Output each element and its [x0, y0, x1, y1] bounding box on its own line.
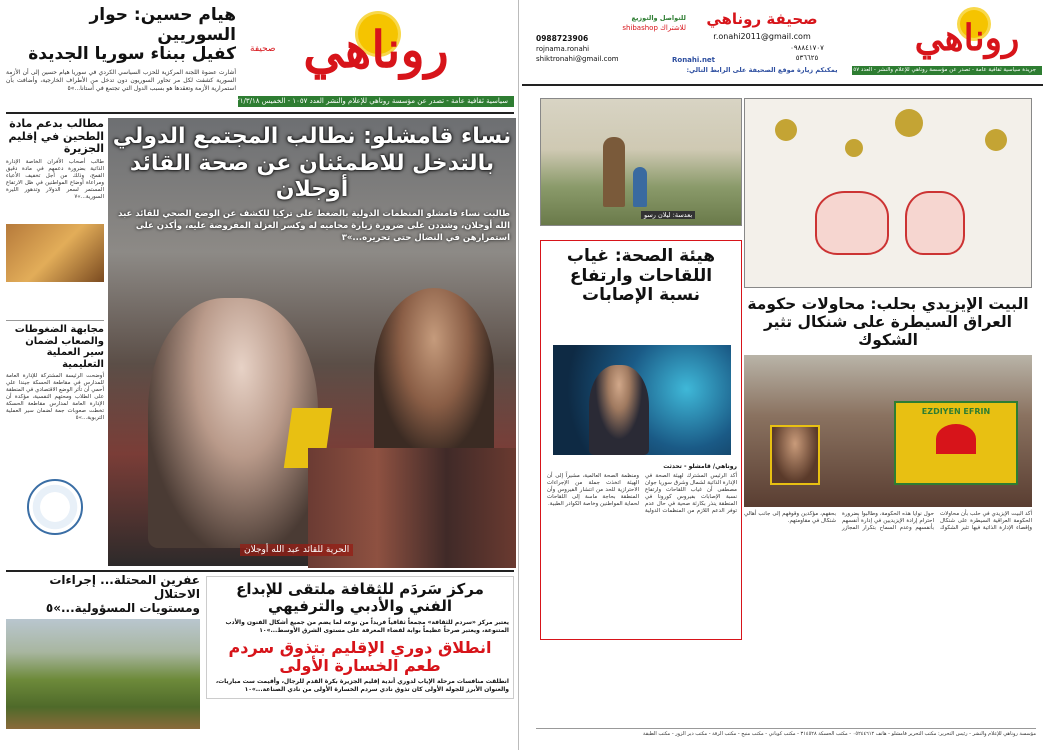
- front-greenbar: سياسية ثقافية عامة - تصدر عن مؤسسة روناهي للإعلام والنشر العدد ١٠٥٧ - الخميس ٢٠٢١/٣/١٨م ٥٠ ل.س: [238, 96, 514, 107]
- side1-body: طالب أصحاب الأفران الخاصة الإدارة الذاتية بضرورة دعمهم في مادة دقيق القمح، وذلك من أجل تخفيف الأعباء ومراعاة أوضاع المواطنين في ظل الارتفاع المستمر لسعر الدولار وتدهور الليرة السورية...»٧: [6, 158, 104, 200]
- portrait-figure: [374, 288, 494, 458]
- cartoon-figure-2: [633, 167, 647, 207]
- masthead: [238, 6, 514, 94]
- back-contact-left: [536, 14, 686, 63]
- cartoon-figure-1: [603, 137, 625, 207]
- cartoon-lungs-icon: [815, 191, 889, 255]
- front-logo-small: صحيفة: [250, 44, 276, 54]
- divider: [6, 112, 514, 114]
- back-header: [522, 0, 1043, 86]
- back-center-title: صحيفة روناهي: [706, 10, 818, 28]
- email2: rojnama.ronahi: [536, 45, 590, 53]
- health-body: أكد الرئيس المشترك لهيئة الصحة في الإدارة الذاتية لشمال وشرق سوريا جوان مصطفى أن غياب اللقاحات وارتفاع نسبة الإصابات بفيروس كورونا في المنطقة ينذر بكارثة صحية في حال عدم توفر الدعم اللازم من المنظمات الدولية ومنظمة الصحة العالمية، مشيراً إلى أن الهيئة اتخذت جملة من الإجراءات الاحترازية للحد من انتشار الفيروس وأن المنطقة بحاجة ماسة إلى اللقاحات لحماية المواطنين وخاصة الكوادر الطبية.: [547, 473, 737, 514]
- visit-text: يمكنكم زيارة موقع الصحيفة على الرابط التالي:: [686, 66, 838, 74]
- email[interactable]: r.onahi2011@gmail.com: [713, 32, 811, 41]
- health-lead: روناهي/ قامشلو - تحدثت: [663, 463, 737, 470]
- side2-title: مجابهة الضغوطات والصعاب لضمان سير العملية التعليمية: [14, 324, 104, 370]
- cartoon-virus-icon: [985, 129, 1007, 151]
- cartoon-virus-icon: [775, 119, 797, 141]
- poster-figure: [770, 425, 820, 485]
- divider: [6, 320, 104, 321]
- yazidi-title-1: البيت الإيزيدي بحلب: محاولات حكومة: [747, 295, 1029, 313]
- banner-text: EZDIYEN EFRIN: [921, 407, 991, 417]
- website-link[interactable]: Ronahi.net: [672, 56, 716, 64]
- main-caption: الحرية للقائد عبد الله أوجلان: [240, 544, 353, 556]
- cartoon-lungs-icon-2: [905, 191, 965, 255]
- sardam-body: يعتبر مركز «سردم للثقافة» مجمعاً ثقافياً فريداً من نوعه لما يضم من جميع أشكال الفنون والأدب المتنوعة، ويعتبر صرحاً عظيماً بوابة لفضاء المعرفة على مستوى الشرق الأوسط...»١٠: [225, 618, 509, 634]
- cartoon-2: [744, 98, 1032, 288]
- league-title-2: طعم الخسارة الأولى: [279, 655, 441, 675]
- cartoon1-credit: بعدسة: ليلان رسو: [641, 211, 695, 219]
- side2-body: أوضحت الرئيسة المشتركة للإدارة العامة للمدارس في مقاطعة الحسكة جيندا علي أحمي أن تأثر الوضع الاقتصادي في المنطقة على الطلاب ومحتهم النفسية، مؤكدة أن الإدارة العامة لمدارس مقاطعة الحسكة تخطت صعوبات جمة لضمان سير العملية التربوية...»٥: [6, 373, 104, 421]
- side1-photo: [6, 224, 104, 282]
- league-title-1: انطلاق دوري الإقليم بتذوق سردم: [228, 637, 492, 657]
- yazidi-body: أكد البيت الإيزيدي في حلب بأن محاولات الحكومة العراقية السيطرة على شنكال وإقصاء الإدارة الذاتية فيها تثير الشكوك حول نوايا هذه الحكومة، وطالبوا بضرورة احترام إرادة الإيزيديين في إدارة أنفسهم بأنفسهم وعدم السماح بتكرار المجازر بحقهم، مؤكدين وقوفهم إلى جانب أهالي شنكال في مقاومتهم.: [744, 511, 1032, 532]
- top-story-title-1: هيام حسين: حوار السوريين: [89, 5, 236, 45]
- sardam-title-1: مركز سَردَم للثقافة ملتقى للإبداع: [236, 580, 484, 598]
- league-body: انطلقت منافسات مرحلة الإياب لدوري أندية إقليم الجزيرة بكرة القدم للرجال، وأقيمت ست مباريات، والعنوان الأبرز للجولة الأولى كان تذوق نادي سردم الخسارة الأولى من نادي الصناعة...»١٠: [215, 678, 509, 694]
- health-photo: [553, 345, 731, 455]
- back-logo: روناهي: [914, 17, 1020, 59]
- top-story-title-2: كفيل ببناء سوريا الجديدة: [28, 44, 236, 65]
- afrin-title-1: عفرين المحتلة... إجراءات الاحتلال: [49, 573, 200, 601]
- back-greenbar: جريدة سياسية ثقافية عامة - تصدر عن مؤسسة روناهي للإعلام والنشر - العدد ١٠٥٧: [852, 66, 1042, 75]
- back-footer: مؤسسة روناهي للإعلام والنشر - رئيس التحرير: مكتب التحرير قامشلو - هاتف ٠٥٢٤٤٦١٢ - مكتب الحسكة ٣١٤٥٢٨ - مكتب كوباني - مكتب منبج - مكتب الرقة - مكتب دير الزور - مكتب الطبقة: [643, 731, 1036, 737]
- phone1: ٠٩٨٨٤١٧٠٧: [790, 44, 824, 52]
- official-figure: [589, 365, 649, 455]
- phone2: ٥٣٦٦٢٥: [795, 54, 819, 62]
- right-contact: للتواصل والتوزيع: [631, 14, 686, 22]
- health-title-1: هيئة الصحة: غياب: [566, 246, 716, 266]
- side1-title: مطالب بدعم مادة الطحين في إقليم الجزيرة: [8, 117, 104, 156]
- school-logo-icon: [27, 479, 83, 535]
- olive-grove-photo: [6, 619, 200, 729]
- divider: [536, 728, 1036, 729]
- cartoon-1: [540, 98, 742, 226]
- yazidi-photo: [744, 355, 1032, 507]
- phone3: 0988723906: [536, 34, 589, 43]
- top-story-body: أشارت عضوة اللجنة المركزية للحزب السياسي الكردي في سوريا هيام حسين إلى أن الأزمة السورية كشفت لكل مر تحاور السوريون دون تدخل من الأطراف الخارجية، وأضافت بأن استمرارية الأزمة وتعقدها هو بسبب الدول التي تجتمع في أستانا...»٥: [6, 68, 236, 92]
- email3: shiktronahi@gmail.com: [536, 55, 619, 63]
- cartoon-virus-icon: [895, 109, 923, 137]
- back-page: [522, 0, 1043, 750]
- side-story-2[interactable]: [6, 324, 104, 535]
- front-logo: روناهي: [303, 20, 449, 79]
- front-page: [0, 0, 519, 750]
- shibashop: للاشتراك shibashop: [622, 24, 686, 32]
- sardam-story[interactable]: [206, 576, 514, 699]
- main-sub: طالبت نساء قامشلو المنظمات الدولية بالضغط على تركيا للكشف عن الوضع الصحي للقائد عبد الله أوجلان، وشددن على ضرورة زيارة محاميه له وكسر العزلة المفروضة عليه، وأكدن على استمرارهن في النضال حتى تحريره...»٣: [118, 208, 510, 243]
- top-story[interactable]: [6, 6, 236, 98]
- divider: [6, 570, 514, 572]
- banner-emblem-icon: [936, 424, 976, 454]
- main-headline-2: بالتدخل للاطمئنان عن صحة القائد أوجلان: [129, 151, 495, 202]
- health-story[interactable]: [540, 240, 742, 640]
- side-story-1[interactable]: [6, 118, 104, 282]
- afrin-title-2: ومستويات المسؤولية...»٥: [45, 600, 200, 615]
- yazidi-title-2: العراق السيطرة على شنكال تثير الشكوك: [764, 312, 1012, 349]
- health-title-2: اللقاحات وارتفاع: [569, 265, 713, 286]
- health-title-3: نسبة الإصابات: [582, 285, 700, 306]
- banner-yellow: [894, 401, 1018, 485]
- main-headline[interactable]: [110, 124, 514, 244]
- yazidi-story[interactable]: [744, 296, 1032, 603]
- afrin-story[interactable]: [6, 574, 200, 729]
- cartoon-virus-icon: [845, 139, 863, 157]
- sardam-title-2: الفني والأدبي والترفيهي: [267, 597, 453, 616]
- main-headline-1: نساء قامشلو: نطالب المجتمع الدولي: [112, 124, 512, 149]
